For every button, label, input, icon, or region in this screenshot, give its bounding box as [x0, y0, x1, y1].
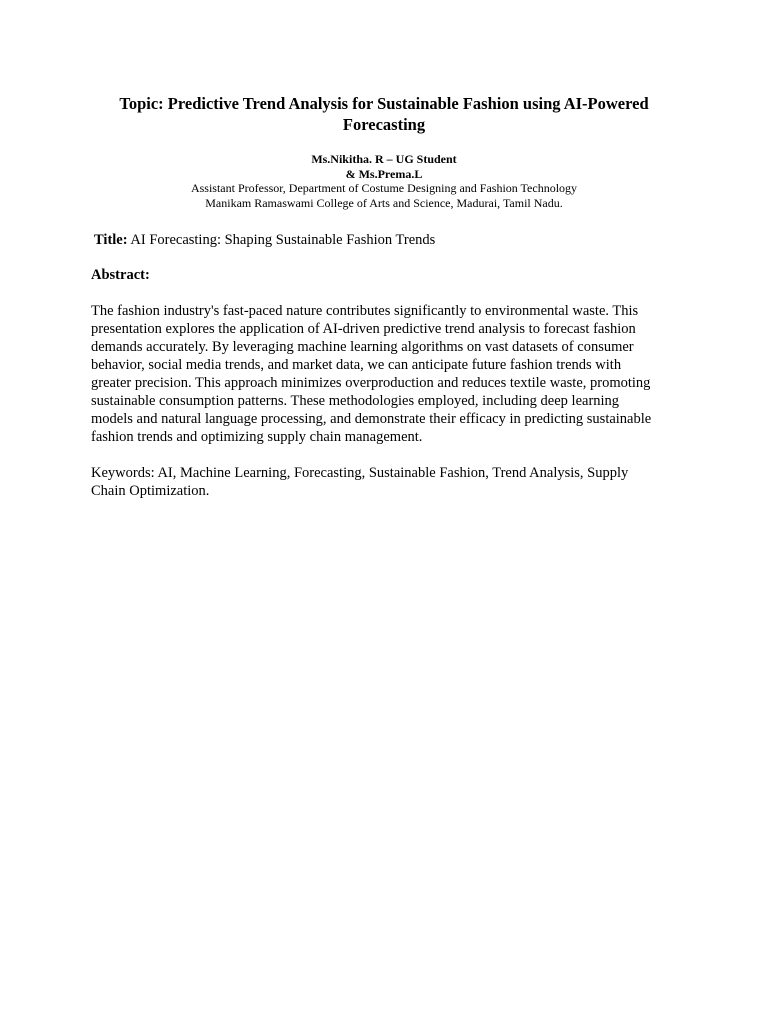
keywords-paragraph — [91, 464, 681, 500]
author-line: & Ms.Prema.L — [345, 166, 423, 181]
title-label: Title: — [94, 232, 128, 248]
abstract-line: sustainable consumption patterns. These methodologies employed, including deep learning — [91, 393, 620, 409]
keywords-line: Chain Optimization. — [91, 483, 210, 499]
topic-heading — [70, 93, 698, 135]
abstract-line: greater precision. This approach minimizes overproduction and reduces textile waste, promoting — [91, 375, 651, 391]
abstract-line: models and natural language processing, and demonstrate their efficacy in predicting sustainable — [91, 411, 652, 427]
paper-title — [94, 231, 435, 249]
abstract-line: behavior, social media trends, and market data, we can anticipate future fashion trends with — [91, 357, 622, 373]
abstract-body — [91, 302, 681, 446]
abstract-line: fashion trends and optimizing supply chain management. — [91, 429, 423, 445]
abstract-line: demands accurately. By leveraging machine learning algorithms on vast datasets of consumer — [91, 339, 634, 355]
abstract-line: presentation explores the application of AI-driven predictive trend analysis to forecast fashion — [91, 321, 636, 337]
title-text: AI Forecasting: Shaping Sustainable Fashion Trends — [130, 232, 436, 248]
abstract-heading: Abstract: — [91, 267, 150, 283]
author-block — [100, 152, 668, 210]
keywords-line: Keywords: AI, Machine Learning, Forecasting, Sustainable Fashion, Trend Analysis, Supply — [91, 465, 629, 481]
abstract-line: The fashion industry's fast-paced nature contributes significantly to environmental waste. This — [91, 303, 639, 319]
topic-line: Forecasting — [342, 115, 426, 134]
affiliation-line: Manikam Ramaswami College of Arts and Science, Madurai, Tamil Nadu. — [205, 195, 563, 210]
affiliation-line: Assistant Professor, Department of Costume Designing and Fashion Technology — [190, 181, 578, 195]
author-line: Ms.Nikitha. R – UG Student — [311, 152, 457, 166]
topic-line: Topic: Predictive Trend Analysis for Sustainable Fashion using AI-Powered — [119, 94, 649, 113]
